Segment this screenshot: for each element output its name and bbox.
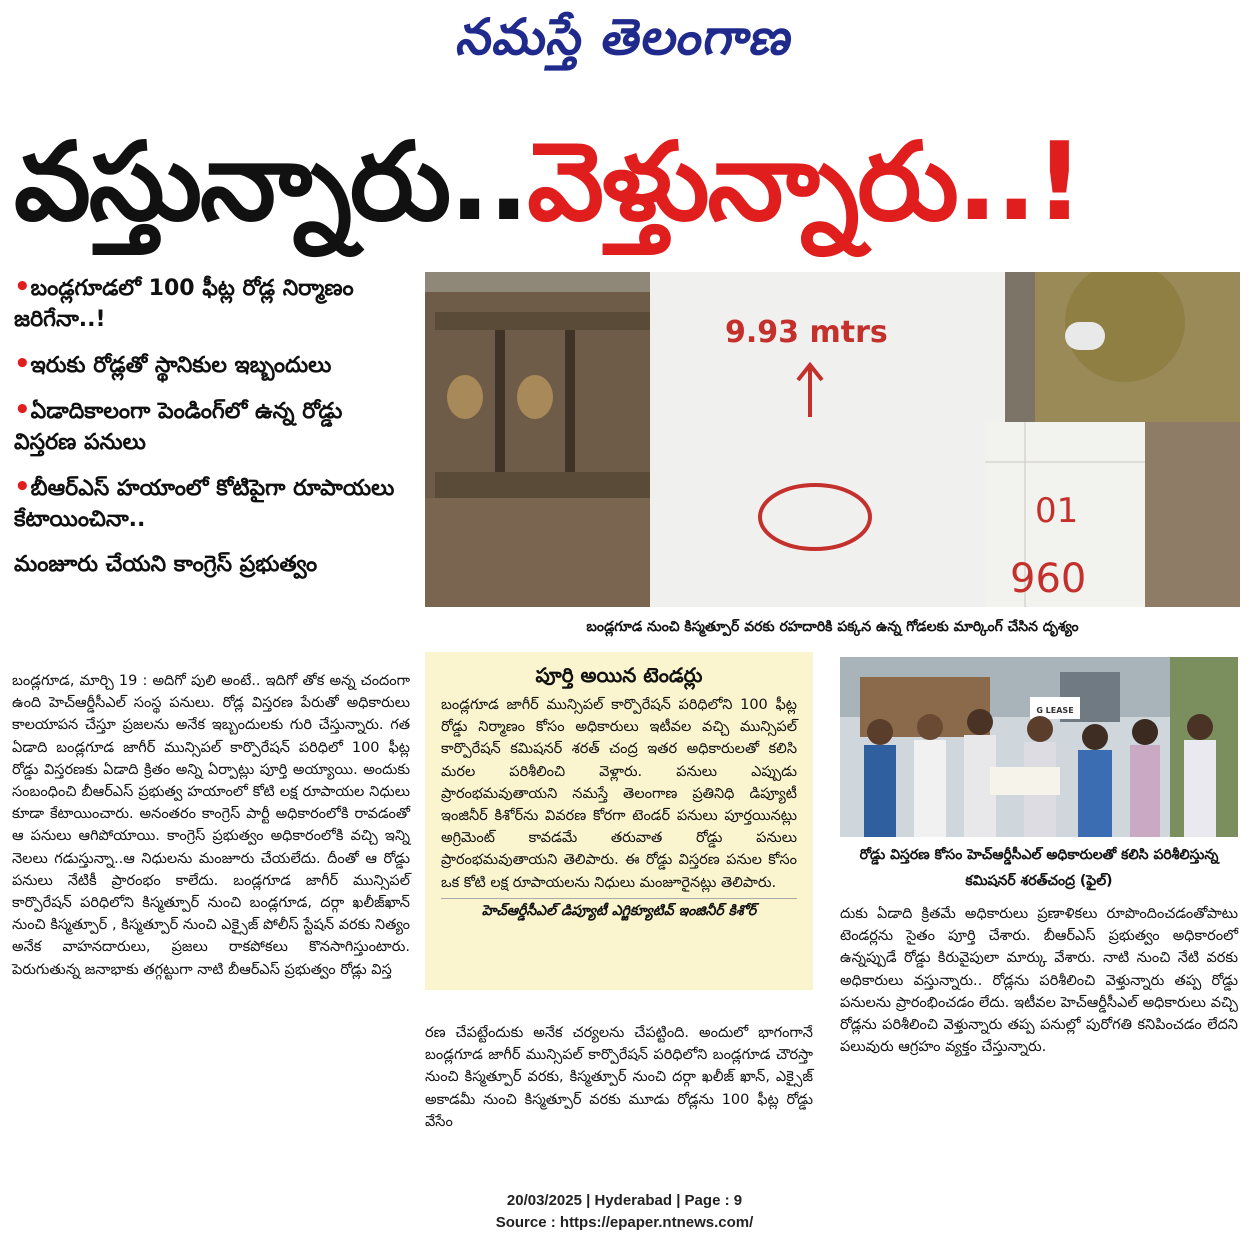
wall-marking-illustration	[425, 272, 1240, 607]
tenders-box-title: పూర్తి అయిన టెండర్లు	[535, 663, 703, 687]
wall-mark-distance: 9.93 mtrs	[725, 315, 888, 350]
subheadline: మంజూరు చేయని కాంగ్రెస్ ప్రభుత్వం	[14, 552, 318, 577]
bullet-text: ఏడాదికాలంగా పెండింగ్‌లో ఉన్న రోడ్డు విస్తరణ పనులు	[14, 399, 343, 455]
tenders-box-credit: హెచ్ఆర్డీసీఎల్ డిప్యూటీ ఎగ్జిక్యూటివ్ ఇంజినీర్ కిశోర్	[441, 898, 797, 922]
page-footer	[0, 1190, 1249, 1234]
headline-part-1: వస్తున్నారు..	[14, 120, 528, 245]
wall-mark-code: 960	[1010, 556, 1087, 602]
tenders-box-body: బండ్లగూడ జాగీర్ మున్సిపల్ కార్పొరేషన్ పరిధిలోని 100 ఫీట్ల రోడ్డు నిర్మాణం కోసం అధికారులు ఇటీవల వచ్చి మున్సిపల్ కార్పొరేషన్ కమిషనర్ శరత్ చంద్ర ఇతర అధికారులతో కలిసి మరల పరిశీలించి వెళ్లారు. పనులు ఎప్పుడు ప్రారంభమవుతాయని నమస్తే తెలంగాణ ప్రతినిధి డిప్యూటీ ఇంజినీర్ కిశోర్‌ను వివరణ కోరగా టెండర్ పనులు పూర్తయినట్లు అగ్రిమెంట్ కావడమే తరువాత రోడ్డు పనులు ప్రారంభమవుతాయని తెలిపారు. ఈ రోడ్డు విస్తరణ పనుల కోసం ఒక కోటి లక్ష రూపాయలను నిధులు మంజూరైనట్లు తెలిపారు.	[441, 697, 797, 891]
bullet-item	[10, 395, 410, 458]
bullet-item	[10, 472, 410, 535]
article-column-3: దుకు ఏడాది క్రితమే అధికారులు ప్రణాళికలు రూపొందించడంతోపాటు టెండర్లను సైతం పూర్తి చేశారు. బీఆర్ఎస్ ప్రభుత్వం అధికారంలో ఉన్నప్పుడే రోడ్డు కిరువైపులా మార్కు వేశారు. నాటి నుంచి నేటి వరకు అధికారులు వస్తున్నారు.. రోడ్లను పరిశీలించి వెళ్తున్నారు తప్ప రోడ్డు పనులను ప్రారంభించడం లేదు. ఇటీవల హెచ్ఆర్డీసీఎల్ అధికారులు వచ్చి రోడ్లను పరిశీలించి వెళ్తున్నారు తప్ప పనుల్లో పురోగతి కనిపించడం లేదని పలువురు ఆగ్రహం వ్యక్తం చేస్తున్నారు.	[840, 906, 1238, 1056]
footer-date-line: 20/03/2025 | Hyderabad | Page : 9	[506, 1192, 743, 1209]
highlight-bullets	[10, 272, 410, 580]
bullet-text: ఇరుకు రోడ్లతో స్థానికుల ఇబ్బందులు	[30, 353, 332, 378]
article-column-2: రణ చేపట్టేందుకు అనేక చర్యలను చేపట్టింది. అందులో భాగంగానే బండ్లగూడ జాగీర్ మున్సిపల్ కార్పొరేషన్ పరిధిలోని బండ్లగూడ చౌరస్తా నుంచి కిస్మత్పూర్ వరకు, కిస్మత్పూర్ నుంచి దర్గా ఖలీజ్ ఖాన్, ఎక్సైజ్ అకాడమీ నుంచి కిస్మత్పూర్ వరకు మూడు రోడ్లను 100 ఫీట్ల రోడ్డు వేసేం	[425, 1025, 813, 1130]
headline-part-2: వెళ్తున్నారు..!	[527, 120, 1083, 245]
newspaper-masthead	[0, 0, 1249, 90]
main-photo-caption: బండ్లగూడ నుంచి కిస్మత్పూర్ వరకు రహదారికి పక్కన ఉన్న గోడలకు మార్కింగ్ చేసిన దృశ్యం	[586, 619, 1079, 635]
wall-marking-photo	[425, 272, 1240, 607]
sign-text: G LEASE	[1036, 706, 1074, 715]
officials-inspection-illustration	[840, 657, 1238, 837]
small-photo-caption: రోడ్డు విస్తరణ కోసం హెచ్ఆర్డీసీఎల్ అధికారులతో కలిసి పరిశీలిస్తున్న కమిషనర్ శరత్‌చంద్ర (ఫైల్)	[859, 847, 1219, 889]
bullet-item	[10, 349, 410, 381]
footer-source-line: Source : https://epaper.ntnews.com/	[495, 1214, 754, 1231]
bullet-item	[10, 272, 410, 335]
bullet-text: బండ్లగూడలో 100 ఫీట్ల రోడ్ల నిర్మాణం జరిగేనా..!	[14, 276, 354, 332]
article-column-1: బండ్లగూడ, మార్చి 19 : అదిగో పులి అంటే.. ఇదిగో తోక అన్న చందంగా ఉంది హెచ్ఆర్డీసీఎల్ సంస్థ పనులు. రోడ్ల విస్తరణ పేరుతో అధికారులు కాలయాపన చేస్తూ ప్రజలను అనేక ఇబ్బందులకు గురి చేస్తున్నారు. గత ఏడాది బండ్లగూడ జాగీర్ మున్సిపల్ కార్పొరేషన్ పరిధిలో 100 ఫీట్ల రోడ్డు విస్తరణకు ఏడాది క్రితం అన్ని ఏర్పాట్లు పూర్తి అయ్యాయి. అందుకు సంబంధించి బీఆర్ఎస్ ప్రభుత్వ హయాంలో కోటి లక్ష రూపాయల నిధులు కూడా కేటాయించారు. అనంతరం కాంగ్రెస్ పార్టీ అధికారంలోకి రావడంతో ఆ పనులు ఆగిపోయాయి. కాంగ్రెస్ ప్రభుత్వం అధికారంలోకి వచ్చి ఇన్ని నెలలు గడుస్తున్నా..ఆ నిధులను మంజూరు చేయలేదు. దీంతో ఆ రోడ్డు పనులు నేటికీ ప్రారంభం కాలేదు. బండ్లగూడ జాగీర్ మున్సిపల్ కార్పొరేషన్ పరిధిలోని కిస్మత్పూర్ నుంచి బండ్లగూడ, దర్గా ఖలీజ్‌ఖాన్ నుంచి కిస్మత్పూర్ , కిస్మత్పూర్ నుంచి ఎక్సైజ్ పోలీస్ స్టేషన్ వరకు నిత్యం అనేక వాహనదారులు, ప్రజలు రాకపోకలు కొనసాగిస్తుంటారు. పెరుగుతున్న జనాభాకు తగ్గట్టుగా నాటి బీఆర్ఎస్ ప్రభుత్వం రోడ్లు విస్త	[12, 673, 410, 978]
officials-inspection-photo	[840, 657, 1238, 837]
bullet-dot-icon: •	[14, 272, 31, 302]
bullet-dot-icon: •	[14, 472, 31, 502]
headline	[14, 100, 1239, 265]
bullet-text: బీఆర్ఎస్ హయాంలో కోటిపైగా రూపాయలు కేటాయించినా..	[14, 476, 395, 532]
wall-mark-number: 01	[1035, 491, 1079, 531]
tenders-sidebar-box	[425, 652, 813, 990]
bullet-dot-icon: •	[14, 349, 31, 379]
bullet-dot-icon: •	[14, 395, 31, 425]
masthead-title: నమస్తే తెలంగాణ	[452, 8, 799, 66]
